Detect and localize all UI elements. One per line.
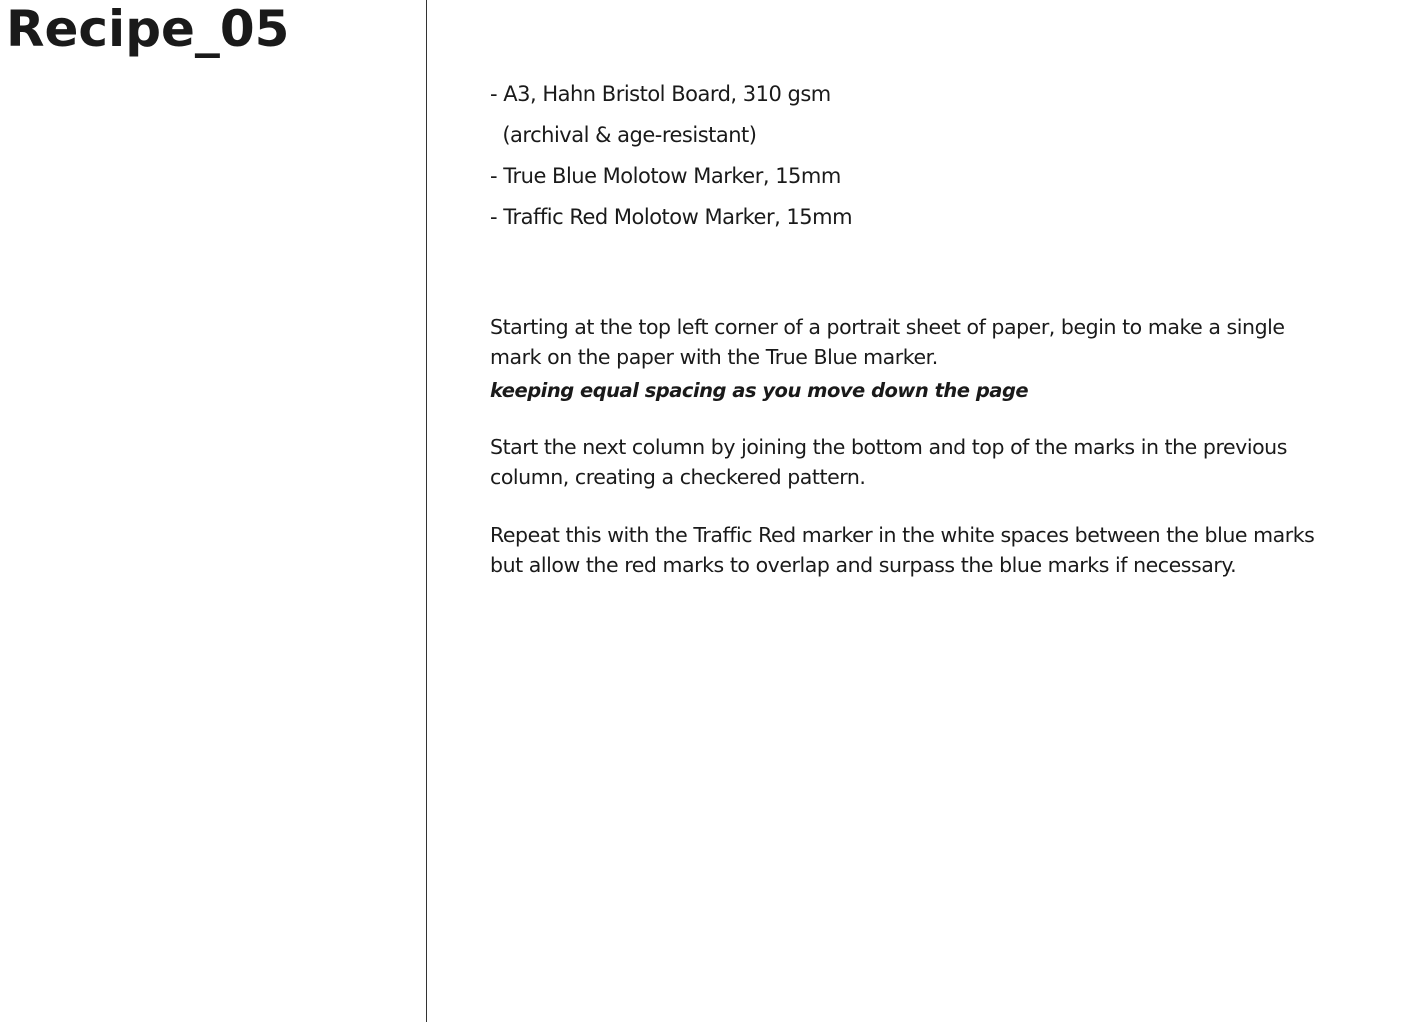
material-item: - Traffic Red Molotow Marker, 15mm	[490, 205, 853, 229]
page-title: Recipe_05	[6, 0, 290, 58]
instructions	[490, 313, 1350, 580]
instruction-step-1-note: keeping equal spacing as you move down the page	[490, 379, 1029, 402]
instruction-step-3-line-2: but allow the red marks to overlap and surpass the blue marks if necessary.	[490, 552, 1237, 577]
paragraph-spacer	[490, 404, 1350, 433]
instruction-step-3-line-1: Repeat this with the Traffic Red marker in the white spaces between the blue marks	[490, 523, 1315, 547]
materials-list	[490, 74, 1350, 238]
material-item: - True Blue Molotow Marker, 15mm	[490, 164, 841, 188]
instruction-step-2-line-1: Start the next column by joining the bottom and top of the marks in the previous	[490, 435, 1287, 459]
instruction-step-1-line-2: mark on the paper with the True Blue marker.	[490, 344, 938, 369]
material-item: - A3, Hahn Bristol Board, 310 gsm	[490, 82, 831, 106]
instruction-step-2-line-2: column, creating a checkered pattern.	[490, 464, 866, 489]
paragraph-spacer	[490, 492, 1350, 521]
material-item-note: (archival & age-resistant)	[490, 123, 757, 147]
column-divider	[426, 0, 427, 1022]
instruction-step-1-line-1: Starting at the top left corner of a portrait sheet of paper, begin to make a single	[490, 315, 1285, 339]
